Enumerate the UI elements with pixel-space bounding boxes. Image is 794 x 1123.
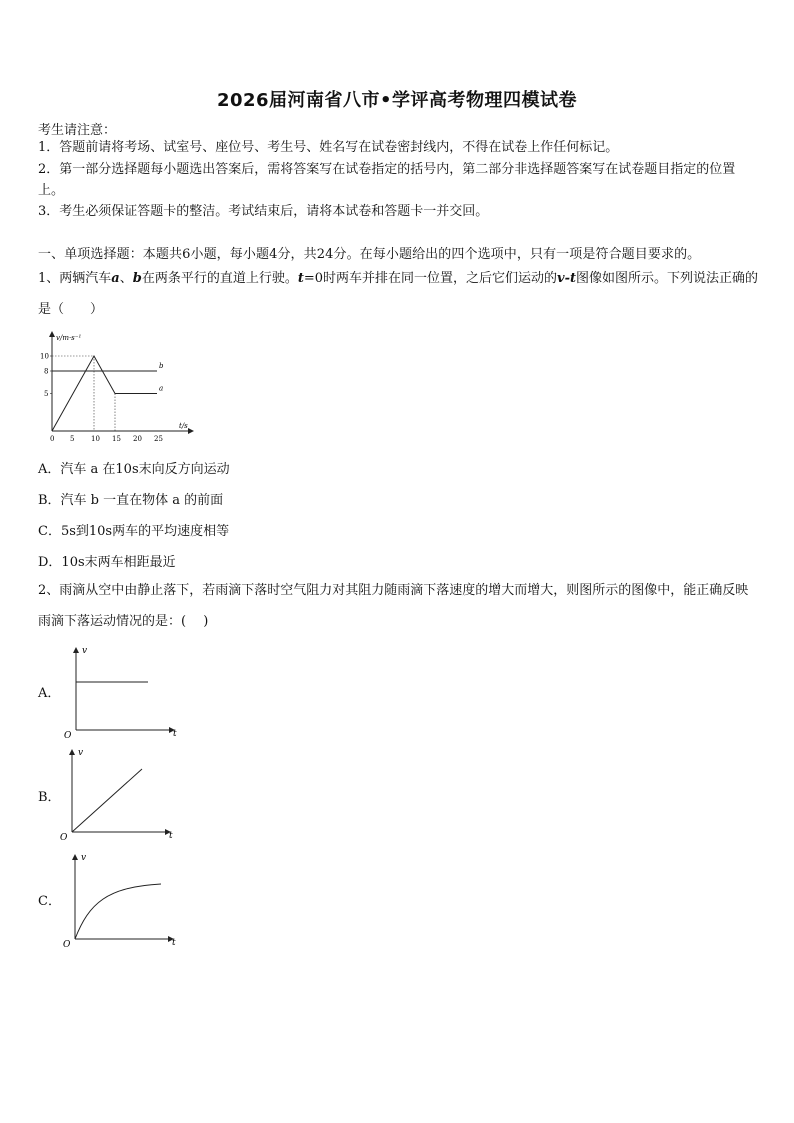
y-tick-label: 8 <box>44 367 49 376</box>
q1-vt-chart <box>38 328 198 448</box>
notice-heading: 考生请注意： <box>38 123 117 138</box>
q2-option-a-graph[interactable] <box>62 644 186 740</box>
series-label-b: b <box>159 362 164 370</box>
svg-text:O: O <box>60 833 68 842</box>
notice-1: 1．答题前请将考场、试室号、座位号、考生号、姓名写在试卷密封线内，不得在试卷上作任何标记。 <box>38 140 619 155</box>
y-tick-label: 5 <box>44 390 49 398</box>
x-tick-label: 5 <box>70 435 75 443</box>
page-title: 2026届河南省八市•学评高考物理四模试卷 <box>216 90 578 111</box>
q1-option-d[interactable]: D．10s末两车相距最近 <box>38 555 176 570</box>
q1-option-a[interactable]: A．汽车 a 在10s末向反方向运动 <box>38 462 230 477</box>
svg-text:O: O <box>63 940 71 947</box>
svg-text:t: t <box>173 729 177 739</box>
notice-2: 2．第一部分选择题每小题选出答案后，需将答案写在试卷指定的括号内，第二部分非选择题答案写在试卷题目指定的位置上。 <box>38 162 736 198</box>
x-tick-label: 20 <box>133 435 142 443</box>
q2-option-b-label[interactable]: B． <box>38 790 61 805</box>
x-tick-label: 15 <box>112 435 121 443</box>
svg-text:t: t <box>169 831 173 841</box>
question-2-stem: 2、雨滴从空中由静止落下，若雨滴下落时空气阻力对其阻力随雨滴下落速度的增大而增大，则图所示的图像中，能正确反映雨滴下落运动情况的是：( ) <box>38 583 749 629</box>
svg-text:v: v <box>82 646 88 656</box>
svg-text:O: O <box>64 731 72 740</box>
notice-3: 3．考生必须保证答题卡的整洁。考试结束后，请将本试卷和答题卡一并交回。 <box>38 204 489 219</box>
curve-linear <box>72 769 142 832</box>
q2-option-b-graph[interactable] <box>58 746 182 842</box>
q2-option-a-label[interactable]: A． <box>38 686 61 701</box>
svg-text:t: t <box>172 938 176 947</box>
section-heading: 一、单项选择题：本题共6小题，每小题4分，共24分。在每小题给出的四个选项中，只有一项是符合题目要求的。 <box>38 247 701 262</box>
x-tick-label: 10 <box>91 435 100 443</box>
series-a <box>52 356 157 431</box>
question-1-stem: 1、两辆汽车a、b在两条平行的直道上行驶。t=0时两车并排在同一位置，之后它们运动的v-t图像如图所示。下列说法正确的是（ ） <box>38 271 759 317</box>
x-axis-label: t/s <box>179 422 188 430</box>
q1-option-c[interactable]: C．5s到10s两车的平均速度相等 <box>38 524 230 539</box>
q2-option-c-graph[interactable] <box>61 851 185 947</box>
svg-text:v: v <box>81 853 87 863</box>
svg-text:v: v <box>78 748 84 758</box>
y-axis-label: v/m·s⁻¹ <box>56 334 82 342</box>
q1-option-b[interactable]: B．汽车 b 一直在物体 a 的前面 <box>38 493 224 508</box>
q2-option-c-label[interactable]: C． <box>38 894 61 909</box>
x-tick-label: 0 <box>50 435 55 443</box>
series-label-a: a <box>159 384 164 393</box>
curve-saturating <box>75 884 161 939</box>
x-tick-label: 25 <box>154 435 163 443</box>
y-tick-label: 10 <box>40 352 49 361</box>
